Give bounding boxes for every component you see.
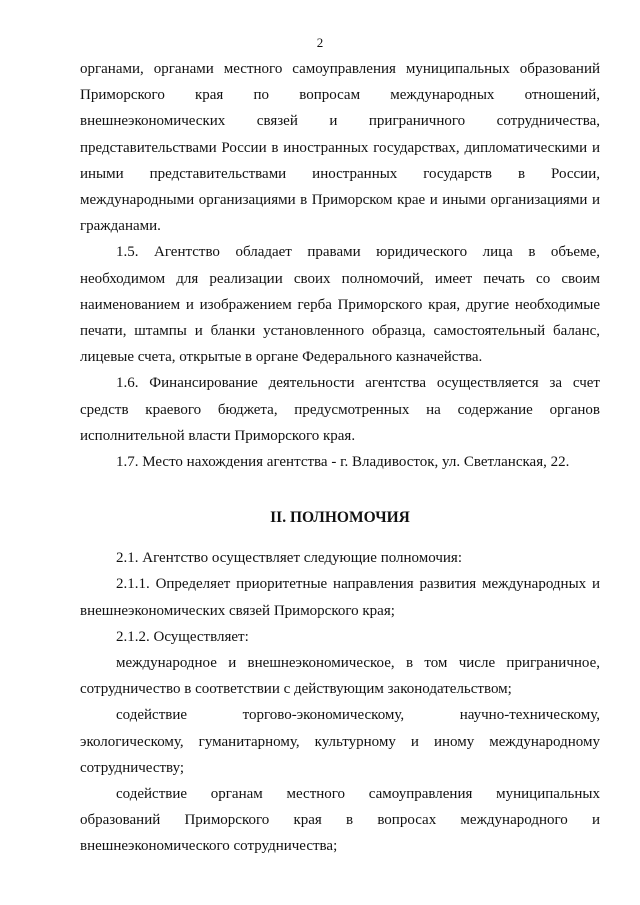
list-item-assistance-trade: содействие торгово-экономическому, научно-техническому, экологическому, гуманитарному, культурному и иному международному сотрудничеству; xyxy=(80,707,600,776)
document-body xyxy=(80,56,600,860)
paragraph-2-1: 2.1. Агентство осуществляет следующие полномочия: xyxy=(116,550,462,567)
paragraph-1-6: 1.6. Финансирование деятельности агентства осуществляется за счет средств краевого бюджета, предусмотренных на содержание органов исполнительной власти Приморского края. xyxy=(80,375,600,444)
paragraph-1-5: 1.5. Агентство обладает правами юридического лица в объеме, необходимом для реализации своих полномочий, имеет печать со своим наименованием и изображением герба Приморского края, другие необходимые печати, штампы и бланки установленного образца, самостоятельный баланс, лицевые счета, открытые в органе Федерального казначейства. xyxy=(80,244,600,366)
paragraph-continuation: органами, органами местного самоуправления муниципальных образований Приморского края по вопросам международных отношений, внешнеэкономических связей и приграничного сотрудничества, представительствами России в иностранных государствах, дипломатическими и иными представительствами иностранных государств в России, международными организациями в Приморском крае и иными организациями и гражданами. xyxy=(80,61,600,235)
paragraph-1-7: 1.7. Место нахождения агентства - г. Владивосток, ул. Светланская, 22. xyxy=(116,454,570,471)
list-item-cooperation: международное и внешнеэкономическое, в том числе приграничное, сотрудничество в соответствии с действующим законодательством; xyxy=(80,655,600,698)
section-heading: II. ПОЛНОМОЧИЯ xyxy=(270,509,410,527)
list-item-assistance-local: содействие органам местного самоуправления муниципальных образований Приморского края в вопросах международного и внешнеэкономического сотрудничества; xyxy=(80,786,600,855)
paragraph-2-1-1: 2.1.1. Определяет приоритетные направления развития международных и внешнеэкономических связей Приморского края; xyxy=(80,576,600,619)
paragraph-2-1-2: 2.1.2. Осуществляет: xyxy=(116,628,249,645)
page-number: 2 xyxy=(316,35,324,50)
